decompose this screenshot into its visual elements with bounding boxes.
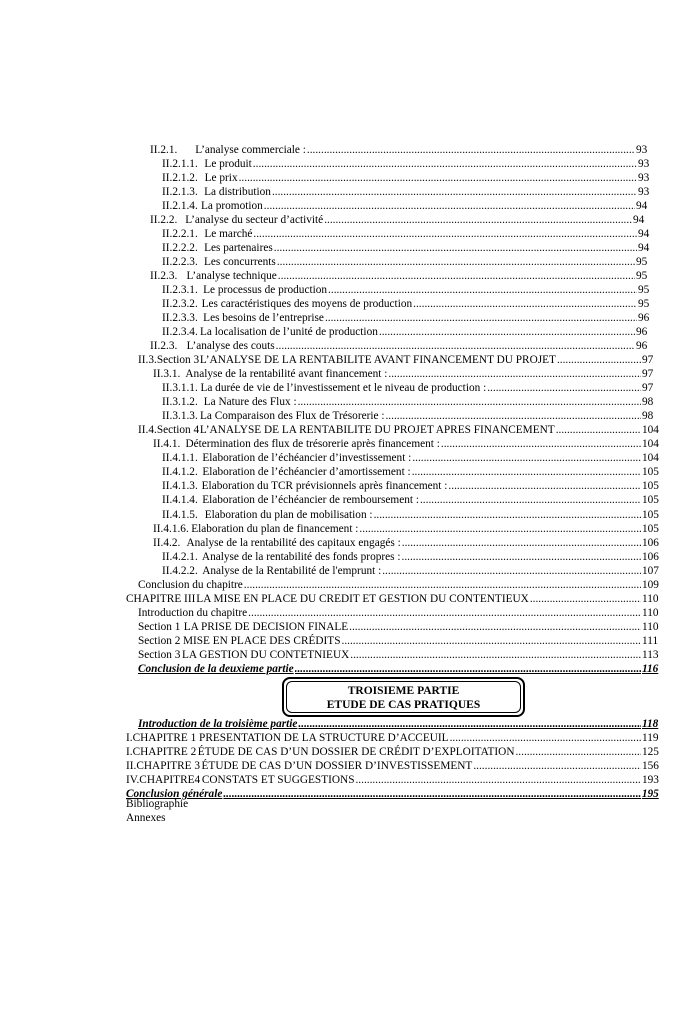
toc-entry-page: 118 <box>642 718 659 730</box>
toc-entry[interactable] <box>150 339 646 353</box>
toc-entry-title: Le produit <box>204 158 252 170</box>
toc-entry-number: II.4.2. <box>153 537 181 549</box>
toc-entry[interactable] <box>162 297 648 311</box>
toc-dot-leader <box>374 508 641 522</box>
toc-dot-leader <box>324 213 632 227</box>
toc-dot-leader <box>355 773 641 787</box>
toc-dot-leader <box>412 451 641 465</box>
toc-dot-leader <box>385 409 641 423</box>
toc-entry-page: 93 <box>638 172 650 184</box>
toc-entry-number: II.2.2.2. <box>162 242 198 254</box>
part-title-line-2: ETUDE DE CAS PRATIQUES <box>326 699 481 711</box>
toc-entry[interactable] <box>138 634 659 648</box>
toc-entry[interactable] <box>162 451 659 465</box>
toc-dot-leader <box>420 493 641 507</box>
toc-dot-leader <box>441 437 641 451</box>
toc-dot-leader <box>382 564 641 578</box>
toc-entry[interactable] <box>153 367 652 381</box>
toc-entry-title: La promotion <box>200 200 263 212</box>
toc-entry[interactable] <box>126 731 659 745</box>
toc-dot-leader <box>298 717 641 731</box>
toc-entry-number: II.4.1.3. <box>162 480 198 492</box>
toc-entry-number: I.CHAPITRE 1 <box>126 732 197 744</box>
toc-entry[interactable] <box>150 143 646 157</box>
toc-entry-title: Elaboration du TCR prévisionnels après financement : <box>201 480 448 492</box>
toc-entry-number: II.4.1.4. <box>162 494 198 506</box>
toc-entry-page: 104 <box>642 452 659 464</box>
toc-entry[interactable] <box>150 213 643 227</box>
toc-entry-title: L’ANALYSE DE LA RENTABILITE DU PROJET APRES FINANCEMENT <box>199 424 555 436</box>
toc-entry-title: Elaboration du plan de financement : <box>191 523 359 535</box>
toc-entry[interactable] <box>162 171 648 185</box>
toc-entry-number: Section 2 <box>138 635 181 647</box>
toc-entry-number: II.3.Section 3 <box>138 354 200 366</box>
toc-entry-number: II.2.1.1. <box>162 158 198 170</box>
toc-entry-number: II.4.1. <box>153 438 181 450</box>
toc-entry-page: 96 <box>636 326 648 338</box>
toc-entry-page: 97 <box>642 354 654 366</box>
toc-entry[interactable] <box>162 508 659 522</box>
toc-dot-leader <box>264 199 635 213</box>
toc-entry-page: 94 <box>638 228 650 240</box>
toc-entry-page: 98 <box>642 410 654 422</box>
toc-entry-title: L’analyse commerciale : <box>195 144 306 156</box>
toc-entry-page: 94 <box>636 200 648 212</box>
toc-entry[interactable] <box>162 409 652 423</box>
toc-entry-number: II.2.1. <box>150 144 178 156</box>
toc-entry-number: Section 1 <box>138 621 181 633</box>
toc-entry[interactable] <box>138 620 659 634</box>
toc-entry-number: IV.CHAPITRE4 <box>126 774 201 786</box>
toc-dot-leader <box>487 381 641 395</box>
toc-dot-leader <box>307 143 635 157</box>
toc-entry-page: 93 <box>638 186 650 198</box>
toc-entry[interactable] <box>162 550 659 564</box>
toc-dot-leader <box>253 157 637 171</box>
toc-dot-leader <box>379 325 635 339</box>
toc-entry-title: La Comparaison des Flux de Trésorerie : <box>199 410 385 422</box>
toc-entry-number: II.3.1.3. <box>162 410 198 422</box>
toc-entry-page: 110 <box>642 593 659 605</box>
toc-entry[interactable] <box>162 157 648 171</box>
toc-entry[interactable] <box>162 479 659 493</box>
toc-entry-title: L’ANALYSE DE LA RENTABILITE AVANT FINANCEMENT DU PROJET <box>199 354 556 366</box>
toc-entry-page: 93 <box>638 158 650 170</box>
toc-entry-title: La distribution <box>204 186 271 198</box>
toc-entry-page: 95 <box>636 270 648 282</box>
toc-entry-page: 110 <box>642 607 659 619</box>
toc-entry-page: 106 <box>642 551 659 563</box>
toc-entry-page: 105 <box>642 480 659 492</box>
toc-entry[interactable] <box>162 465 659 479</box>
toc-entry-page: 94 <box>633 214 645 226</box>
toc-entry[interactable] <box>153 437 659 451</box>
part-title-line-1: TROISIEME PARTIE <box>347 685 460 697</box>
toc-entry-title: Conclusion de la deuxieme partie <box>138 663 294 675</box>
toc-entry-page: 156 <box>642 760 659 772</box>
toc-entry-title: Elaboration de l’échéancier d’investissement : <box>202 452 412 464</box>
toc-entry-page: 107 <box>642 565 659 577</box>
toc-entry-number: II.3.1.1. <box>162 382 198 394</box>
toc-entry[interactable] <box>162 325 646 339</box>
toc-entry-title: Le prix <box>204 172 238 184</box>
toc-entry-title: Le processus de production <box>203 284 328 296</box>
toc-dot-leader <box>223 787 640 801</box>
toc-entry-number: II.2.1.4. <box>162 200 198 212</box>
toc-entry[interactable] <box>138 662 659 676</box>
toc-entry[interactable] <box>162 241 648 255</box>
toc-entry[interactable] <box>126 773 659 787</box>
toc-entry-title: Analyse de la rentabilité des fonds propres : <box>201 551 401 563</box>
toc-dot-leader <box>413 297 637 311</box>
toc-entry-title: Analyse de la rentabilité des capitaux engagés : <box>186 537 401 549</box>
toc-entry-page: 105 <box>642 509 659 521</box>
toc-entry-page: 96 <box>636 340 648 352</box>
toc-entry-number: II.4.2.1. <box>162 551 198 563</box>
toc-entry[interactable] <box>126 592 659 606</box>
toc-dot-leader <box>473 759 641 773</box>
toc-entry-page: 111 <box>642 635 659 647</box>
toc-entry-title: La Nature des Flux : <box>203 396 297 408</box>
toc-entry-number: II.4.1.1. <box>162 452 198 464</box>
toc-entry[interactable] <box>126 759 659 773</box>
toc-dot-leader <box>557 353 641 367</box>
toc-entry-number: II.CHAPITRE 3 <box>126 760 201 772</box>
toc-entry-page: 109 <box>642 579 659 591</box>
toc-entry-page: 105 <box>642 523 659 535</box>
toc-entry[interactable] <box>162 255 646 269</box>
toc-entry-number: II.4.1.2. <box>162 466 198 478</box>
toc-entry-title: LA MISE EN PLACE DU CREDIT ET GESTION DU CONTENTIEUX <box>196 593 529 605</box>
toc-entry-title: Les partenaires <box>204 242 273 254</box>
toc-entry-page: 110 <box>642 621 659 633</box>
toc-entry-number: II.3.1. <box>153 368 181 380</box>
toc-entry-page: 116 <box>642 663 659 675</box>
toc-dot-leader <box>530 592 641 606</box>
toc-dot-leader <box>556 423 641 437</box>
toc-dot-leader <box>295 662 641 676</box>
toc-dot-leader <box>274 241 637 255</box>
toc-entry-page: 104 <box>642 438 659 450</box>
toc-dot-leader <box>325 311 637 325</box>
toc-dot-leader <box>359 522 641 536</box>
toc-entry-number: II.2.2.1. <box>162 228 198 240</box>
toc-dot-leader <box>276 339 635 353</box>
toc-entry-title: Le marché <box>204 228 253 240</box>
toc-entry[interactable] <box>126 745 659 759</box>
toc-entry[interactable] <box>162 395 652 409</box>
toc-entry[interactable] <box>138 578 659 592</box>
toc-entry-title: La durée de vie de l’investissement et le niveau de production : <box>200 382 487 394</box>
toc-dot-leader <box>277 255 635 269</box>
toc-entry-number: II.2.2.3. <box>162 256 198 268</box>
toc-entry-title: Analyse de la Rentabilité de l'emprunt : <box>202 565 382 577</box>
toc-entry-page: 113 <box>642 649 659 661</box>
toc-entry-page: 95 <box>638 284 650 296</box>
toc-entry-page: 193 <box>642 774 659 786</box>
toc-entry[interactable] <box>153 522 659 536</box>
toc-entry-number: II.2.3. <box>150 340 178 352</box>
toc-dot-leader <box>450 731 641 745</box>
toc-entry-title: L’analyse des couts <box>186 340 275 352</box>
toc-entry-number: II.3.1.2. <box>162 396 198 408</box>
toc-entry-title: Conclusion générale <box>126 788 223 800</box>
toc-entry-number: II.4.2.2. <box>162 565 198 577</box>
toc-entry-page: 98 <box>642 396 654 408</box>
toc-entry[interactable] <box>162 283 648 297</box>
toc-entry-title: Détermination des flux de trésorerie après financement : <box>185 438 440 450</box>
toc-entry[interactable] <box>162 227 648 241</box>
toc-annexes[interactable]: Annexes <box>126 812 166 824</box>
toc-dot-leader <box>278 269 635 283</box>
toc-dot-leader <box>515 745 641 759</box>
toc-entry[interactable] <box>162 564 659 578</box>
toc-entry-title: Elaboration de l’échéancier d’amortissement : <box>202 466 411 478</box>
toc-entry[interactable] <box>138 423 659 437</box>
toc-dot-leader <box>402 550 642 564</box>
toc-entry-title: L’analyse technique <box>186 270 277 282</box>
toc-entry-page: 97 <box>642 368 654 380</box>
toc-entry[interactable] <box>162 185 648 199</box>
toc-dot-leader <box>298 395 641 409</box>
toc-dot-leader <box>253 227 637 241</box>
toc-entry-page: 96 <box>638 312 650 324</box>
toc-entry[interactable] <box>138 648 659 662</box>
toc-entry-title: LA PRISE DE DECISION FINALE <box>183 621 349 633</box>
toc-entry-title: ÉTUDE DE CAS D’UN DOSSIER DE CRÉDIT D’EXPLOITATION <box>197 746 515 758</box>
toc-entry-page: 104 <box>642 424 659 436</box>
toc-entry[interactable] <box>153 536 659 550</box>
toc-entry[interactable] <box>138 717 659 731</box>
toc-entry[interactable] <box>162 493 659 507</box>
part-title-box <box>282 677 525 717</box>
toc-entry-page: 93 <box>636 144 648 156</box>
toc-entry-number: II.2.3.1. <box>162 284 198 296</box>
toc-dot-leader <box>244 578 641 592</box>
toc-dot-leader <box>388 367 641 381</box>
toc-dot-leader <box>412 465 641 479</box>
toc-entry-title: PRESENTATION DE LA STRUCTURE D’ACCEUIL <box>199 732 449 744</box>
toc-entry-title: Les concurrents <box>203 256 276 268</box>
toc-entry[interactable] <box>162 311 648 325</box>
toc-entry-title: Elaboration du plan de mobilisation : <box>204 509 373 521</box>
toc-entry-number: II.2.3.4. <box>162 326 198 338</box>
toc-entry-title: Les caractéristiques des moyens de production <box>201 298 413 310</box>
toc-entry-title: L’analyse du secteur d’activité <box>185 214 324 226</box>
toc-entry-number: II.4.Section 4 <box>138 424 200 436</box>
toc-entry[interactable] <box>138 606 659 620</box>
toc-entry[interactable] <box>150 269 646 283</box>
toc-entry-number: II.4.1.6. <box>153 523 189 535</box>
toc-entry-page: 106 <box>642 537 659 549</box>
toc-entry-number: II.2.3. <box>150 270 178 282</box>
toc-entry[interactable] <box>162 199 646 213</box>
toc-entry-title: LA GESTION DU CONTETNIEUX <box>182 649 350 661</box>
toc-entry-title: La localisation de l’unité de production <box>200 326 378 338</box>
toc-entry-number: II.2.3.2. <box>162 298 198 310</box>
toc-entry-number: CHAPITRE III <box>126 593 196 605</box>
toc-dot-leader <box>272 185 637 199</box>
toc-dot-leader <box>349 620 641 634</box>
toc-entry[interactable] <box>126 787 659 801</box>
toc-dot-leader <box>448 479 641 493</box>
toc-entry-title: Conclusion du chapitre <box>138 579 243 591</box>
toc-entry-title: MISE EN PLACE DES CRÉDITS <box>182 635 341 647</box>
toc-dot-leader <box>239 171 637 185</box>
toc-dot-leader <box>402 536 641 550</box>
toc-entry-number: II.2.1.3. <box>162 186 198 198</box>
toc-entry-page: 195 <box>641 788 659 800</box>
toc-entry-page: 119 <box>642 732 659 744</box>
toc-dot-leader <box>248 606 641 620</box>
toc-dot-leader <box>342 634 642 648</box>
toc-entry-number: II.2.3.3. <box>162 312 198 324</box>
toc-entry-page: 95 <box>636 256 648 268</box>
toc-entry-title: Les besoins de l’entreprise <box>203 312 324 324</box>
toc-entry-page: 105 <box>642 466 659 478</box>
toc-entry-title: Elaboration de l’échéancier de remboursement : <box>202 494 419 506</box>
toc-entry-number: II.2.2. <box>150 214 178 226</box>
toc-entry-title: ÉTUDE DE CAS D’UN DOSSIER D’INVESTISSEMENT <box>201 760 473 772</box>
toc-entry[interactable] <box>162 381 652 395</box>
toc-dot-leader <box>328 283 637 297</box>
toc-entry-page: 125 <box>642 746 659 758</box>
toc-entry-page: 105 <box>642 494 659 506</box>
toc-entry-number: II.4.1.5. <box>162 509 198 521</box>
toc-entry-page: 95 <box>638 298 650 310</box>
toc-entry-number: I.CHAPITRE 2 <box>126 746 197 758</box>
toc-dot-leader <box>350 648 641 662</box>
toc-entry-title: CONSTATS ET SUGGESTIONS <box>201 774 355 786</box>
toc-entry-page: 97 <box>642 382 654 394</box>
toc-entry-number: II.2.1.2. <box>162 172 198 184</box>
toc-entry-title: Introduction de la troisième partie <box>138 718 298 730</box>
toc-entry-number: Section 3 <box>138 649 181 661</box>
toc-entry-title: Introduction du chapitre <box>138 607 248 619</box>
toc-entry[interactable] <box>138 353 652 367</box>
toc-entry-title: Analyse de la rentabilité avant financement : <box>185 368 388 380</box>
toc-bibliographie[interactable]: Bibliographie <box>126 798 189 810</box>
toc-entry-page: 94 <box>638 242 650 254</box>
